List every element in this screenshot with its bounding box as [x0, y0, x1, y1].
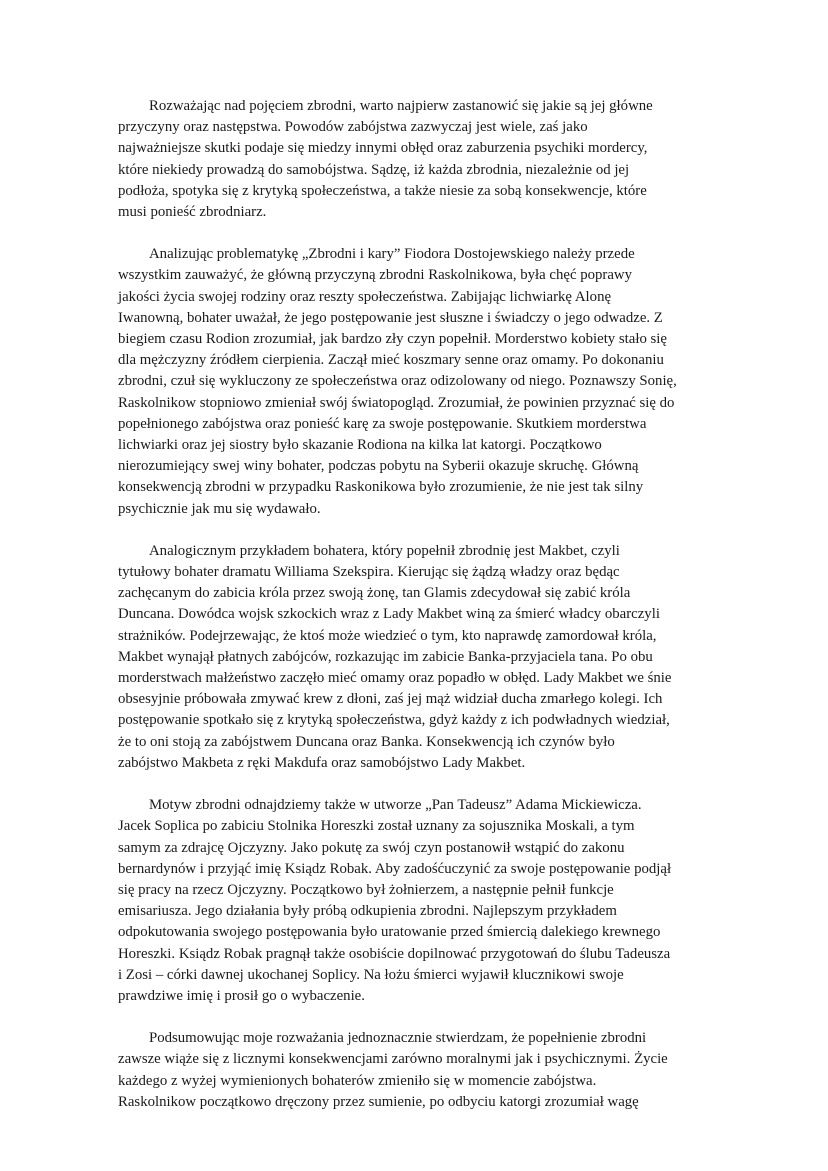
text-line: Makbet wynajął płatnych zabójców, rozkazując im zabicie Banka-przyjaciela tana. Po obu — [118, 648, 653, 665]
text-line: biegiem czasu Rodion zrozumiał, jak bardzo zły czyn popełnił. Morderstwo kobiety stało się — [118, 331, 667, 348]
paragraph-5 — [118, 1028, 718, 1113]
text-line: samym za zdrajcę Ojczyzny. Jako pokutę za swój czyn postanowił wstąpić do zakonu — [118, 839, 625, 856]
paragraph-1 — [118, 96, 718, 223]
text-line: zbrodni, czuł się wykluczony ze społeczeństwa oraz odizolowany od niego. Poznawszy Sonię, — [118, 373, 677, 390]
text-line: przyczyny oraz następstwa. Powodów zabójstwa zazwyczaj jest wiele, zaś jako — [118, 119, 588, 136]
text-line: bernardynów i przyjąć imię Ksiądz Robak. Aby zadośćuczynić za swoje postępowanie podjął — [118, 860, 672, 877]
text-line: obsesyjnie próbowała zmywać krew z dłoni, zaś jej mąż widział ducha zmarłego kolegi. Ich — [118, 691, 663, 708]
text-line: każdego z wyżej wymienionych bohaterów zmieniło się w momencie zabójstwa. — [118, 1072, 597, 1089]
text-line: odpokutowania swojego postępowania było uratowanie przed śmiercią dalekiego krewnego — [118, 924, 661, 941]
text-line: które niekiedy prowadzą do samobójstwa. Sądzę, iż każda zbrodnia, niezależnie od jej — [118, 161, 630, 178]
text-line: Analogicznym przykładem bohatera, który popełnił zbrodnię jest Makbet, czyli — [149, 542, 620, 559]
text-line: dla mężczyzny źródłem cierpienia. Zaczął mieć koszmary senne oraz omamy. Po dokonaniu — [118, 352, 664, 369]
text-line: strażników. Podejrzewając, że ktoś może wiedzieć o tym, kto naprawdę zamordował króla, — [118, 627, 657, 644]
paragraph-4 — [118, 795, 718, 1007]
text-line: najważniejsze skutki podaje się miedzy innymi obłęd oraz zaburzenia psychiki mordercy, — [118, 140, 648, 157]
text-line: popełnionego zabójstwa oraz ponieść karę za swoje postępowanie. Skutkiem morderstwa — [118, 415, 647, 432]
text-line: musi ponieść zbrodniarz. — [118, 204, 267, 221]
text-line: Raskolnikow początkowo dręczony przez sumienie, po odbyciu katorgi zrozumiał wagę — [118, 1093, 639, 1110]
text-line: zawsze wiąże się z licznymi konsekwencjami zarówno moralnymi jak i psychicznymi. Życie — [118, 1051, 668, 1068]
text-line: lichwiarki oraz jej siostry było skazanie Rodiona na kilka lat katorgi. Początkowo — [118, 437, 602, 454]
paragraph-3 — [118, 541, 718, 774]
text-line: się pracy na rzecz Ojczyzny. Początkowo był żołnierzem, a następnie pełnił funkcje — [118, 881, 614, 898]
text-line: nierozumiejący swej winy bohater, podczas pobytu na Syberii okazuje skruchę. Główną — [118, 458, 639, 475]
text-line: i Zosi – córki dawnej ukochanej Soplicy. Na łożu śmierci wyjawił klucznikowi swoje — [118, 966, 624, 983]
text-line: że to oni stoją za zabójstwem Duncana oraz Banka. Konsekwencją ich czynów było — [118, 733, 615, 750]
text-line: Jacek Soplica po zabiciu Stolnika Horeszki został uznany za sojusznika Moskali, a tym — [118, 818, 635, 835]
text-line: Duncana. Dowódca wojsk szkockich wraz z Lady Makbet winą za śmierć władcy obarczyli — [118, 606, 660, 623]
paragraph-2 — [118, 244, 718, 520]
text-line: tytułowy bohater dramatu Williama Szekspira. Kierując się żądzą władzy oraz będąc — [118, 564, 620, 581]
text-line: zabójstwo Makbeta z ręki Makdufa oraz samobójstwo Lady Makbet. — [118, 754, 526, 771]
text-line: Motyw zbrodni odnajdziemy także w utworze „Pan Tadeusz” Adama Mickiewicza. — [149, 797, 642, 814]
text-line: emisariusza. Jego działania były próbą odkupienia zbrodni. Najlepszym przykładem — [118, 903, 617, 920]
text-line: Raskolnikow stopniowo zmieniał swój światopogląd. Zrozumiał, że powinien przyznać się do — [118, 394, 675, 411]
text-line: Rozważając nad pojęciem zbrodni, warto najpierw zastanowić się jakie są jej główne — [149, 98, 653, 114]
text-line: prawdziwe imię i prosił go o wybaczenie. — [118, 987, 365, 1004]
text-line: Horeszki. Ksiądz Robak pragnął także osobiście dopilnować przygotowań do ślubu Tadeusza — [118, 945, 671, 962]
text-line: Analizując problematykę „Zbrodni i kary” Fiodora Dostojewskiego należy przede — [149, 246, 635, 263]
text-line: Iwanowną, bohater uważał, że jego postępowanie jest słuszne i świadczy o jego odwadze. Z — [118, 309, 663, 326]
text-line: konsekwencją zbrodni w przypadku Raskonikowa było zrozumienie, że nie jest tak silny — [118, 479, 644, 496]
text-line: psychicznie jak mu się wydawało. — [118, 500, 321, 517]
text-line: wszystkim zauważyć, że główną przyczyną zbrodni Raskolnikowa, była chęć poprawy — [118, 267, 633, 284]
text-line: podłoża, spotyka się z krytyką społeczeństwa, a także niesie za sobą konsekwencje, które — [118, 182, 647, 199]
text-line: Podsumowując moje rozważania jednoznacznie stwierdzam, że popełnienie zbrodni — [149, 1030, 647, 1047]
text-line: morderstwach małżeństwo zaczęło mieć omamy oraz popadło w obłęd. Lady Makbet we śnie — [118, 670, 672, 687]
document-page — [118, 96, 718, 1134]
text-line: postępowanie spotkało się z krytyką społeczeństwa, gdyż każdy z ich podwładnych wiedział, — [118, 712, 670, 729]
text-line: zachęcanym do zabicia króla przez swoją żonę, tan Glamis zdecydował się zabić króla — [118, 585, 631, 602]
text-line: jakości życia swojej rodziny oraz reszty społeczeństwa. Zabijając lichwiarkę Alonę — [118, 288, 612, 305]
